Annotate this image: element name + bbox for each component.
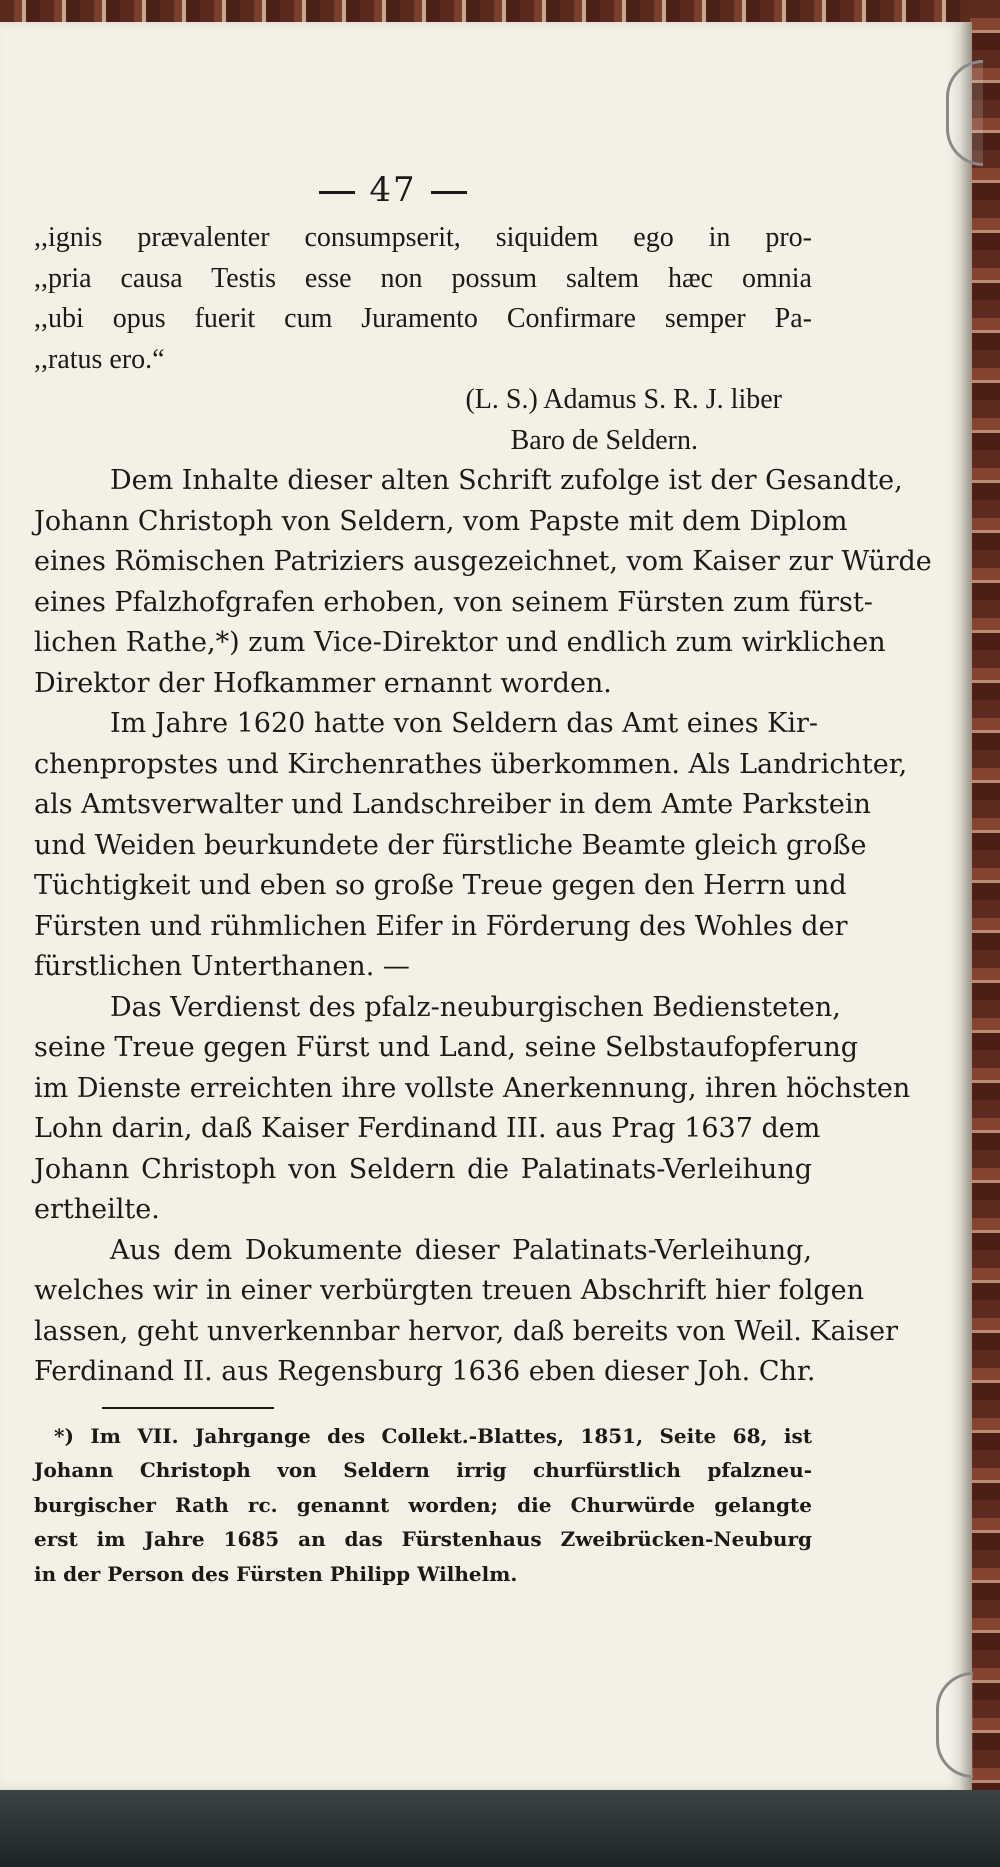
footnote-line: erst im Jahre 1685 an das Fürstenhaus Zweibrücken-Neuburg bbox=[34, 1527, 812, 1551]
footnote-line: burgischer Rath rc. genannt worden; die Churwürde gelangte bbox=[34, 1492, 812, 1517]
body-line: Johann Christoph von Seldern die Palatinats-Verleihung bbox=[34, 1153, 812, 1185]
body-line: Direktor der Hofkammer ernannt worden. bbox=[34, 667, 612, 699]
page-number: 47 bbox=[369, 170, 417, 210]
body-line: Aus dem Dokumente dieser Palatinats-Verleihung, bbox=[110, 1234, 812, 1266]
body-line: Im Jahre 1620 hatte von Seldern das Amt eines Kir- bbox=[110, 708, 819, 739]
signature-line: (L. S.) Adamus S. R. J. liber bbox=[465, 384, 782, 415]
body-line: lichen Rathe,*) zum Vice-Direktor und endlich zum wirklichen bbox=[34, 627, 886, 658]
book-cover-top-edge bbox=[0, 0, 1000, 24]
page-content bbox=[34, 170, 932, 1591]
body-line: ,,ignis prævalenter consumpserit, siquidem ego in pro- bbox=[34, 222, 812, 253]
body-line: Tüchtigkeit und eben so große Treue gegen den Herrn und bbox=[34, 870, 847, 901]
body-line: seine Treue gegen Fürst und Land, seine Selbstaufopferung bbox=[34, 1032, 859, 1063]
footnote-line: Johann Christoph von Seldern irrig churfürstlich pfalzneu- bbox=[34, 1458, 812, 1482]
body-line: als Amtsverwalter und Landschreiber in dem Amte Parkstein bbox=[34, 789, 871, 820]
body-line: welches wir in einer verbürgten treuen Abschrift hier folgen bbox=[34, 1275, 864, 1306]
body-line: ertheilte. bbox=[34, 1194, 160, 1225]
body-line: eines Pfalzhofgrafen erhoben, von seinem Fürsten zum fürst- bbox=[34, 586, 873, 618]
footnote-line: *) Im VII. Jahrgange des Collekt.-Blattes, 1851, Seite 68, ist bbox=[54, 1423, 812, 1448]
body-line: eines Römischen Patriziers ausgezeichnet, vom Kaiser zur Würde bbox=[34, 546, 932, 577]
body-line: im Dienste erreichten ihre vollste Anerkennung, ihren höchsten bbox=[34, 1072, 911, 1104]
body-line: Fürsten und rühmlichen Eifer in Förderung des Wohles der bbox=[34, 910, 848, 942]
book-cover-right-edge bbox=[970, 0, 1000, 1790]
body-line: fürstlichen Unterthanen. — bbox=[34, 951, 410, 982]
header-dash-left bbox=[319, 191, 355, 194]
body-line: Dem Inhalte dieser alten Schrift zufolge ist der Gesandte, bbox=[110, 465, 903, 496]
body-line: chenpropstes und Kirchenrathes überkommen. Als Landrichter, bbox=[34, 748, 908, 780]
page-edge-shadow bbox=[960, 22, 972, 1790]
scanner-background bbox=[0, 1790, 1000, 1867]
body-line: Lohn darin, daß Kaiser Ferdinand III. aus Prag 1637 dem bbox=[34, 1113, 821, 1144]
page-number-header bbox=[0, 170, 812, 218]
footnote-rule bbox=[102, 1407, 274, 1409]
footnote-line: in der Person des Fürsten Philipp Wilhelm. bbox=[34, 1561, 518, 1586]
body-line: und Weiden beurkundete der fürstliche Beamte gleich große bbox=[34, 829, 867, 861]
body-line: Ferdinand II. aus Regensburg 1636 eben dieser Joh. Chr. bbox=[34, 1356, 816, 1387]
header-dash-right bbox=[431, 191, 467, 194]
body-line: ,,ratus ero.“ bbox=[34, 343, 165, 375]
signature-line: Baro de Seldern. bbox=[510, 424, 698, 456]
body-line: lassen, geht unverkennbar hervor, daß bereits von Weil. Kaiser bbox=[34, 1315, 899, 1347]
body-line: ,,pria causa Testis esse non possum saltem hæc omnia bbox=[34, 262, 812, 294]
body-line: Das Verdienst des pfalz-neuburgischen Bediensteten, bbox=[110, 991, 841, 1023]
body-line: ,,ubi opus fuerit cum Juramento Confirmare semper Pa- bbox=[34, 303, 812, 334]
body-line: Johann Christoph von Seldern, vom Papste mit dem Diplom bbox=[34, 505, 848, 537]
